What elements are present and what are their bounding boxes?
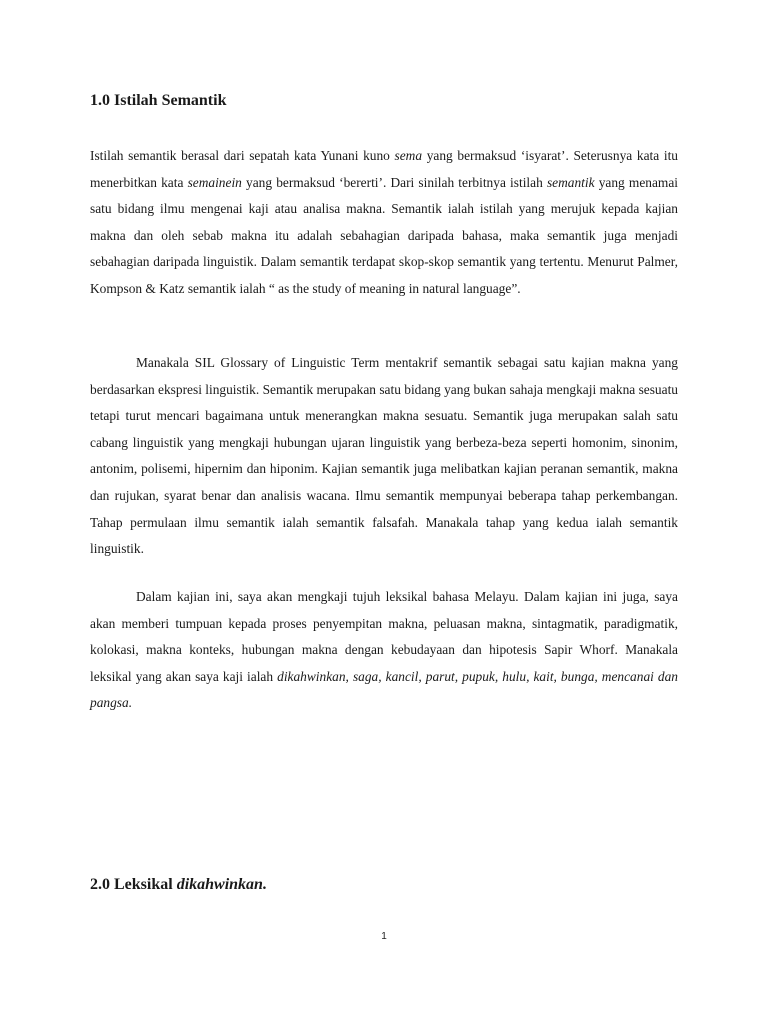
section-heading-1: 1.0 Istilah Semantik [90,92,227,109]
page-number: 1 [381,931,387,942]
p1-term-sema: sema [394,148,423,163]
p3-lexical-list: dikahwinkan, saga, kancil, parut, pupuk, hulu, kait, bunga, mencanai dan pangsa. [90,668,678,711]
paragraph-3 [90,584,678,717]
p1-text-2: yang bermaksud ‘isyarat’. Seterusnya kata itu menerbitkan kata [90,148,678,190]
p1-text-1: Istilah semantik berasal dari sepatah kata Yunani kuno [90,148,395,163]
section-heading-2-term: dikahwinkan. [176,876,267,893]
p1-term-semantik: semantik [546,174,595,190]
p1-text-3: yang bermaksud ‘bererti’. Dari sinilah terbitnya istilah [241,174,547,190]
section-heading-2-prefix: 2.0 Leksikal [90,876,177,893]
paragraph-1 [90,143,678,303]
p1-text-4: yang menamai satu bidang ilmu mengenai kaji atau analisa makna. Semantik ialah istilah yang merujuk kepada kajian makna dan oleh sebab makna itu adalah sebahagian daripada bahasa, maka semantik juga menjadi sebahagian daripada linguistik. Dalam semantik terdapat skop-skop semantik yang tertentu. Menurut Palmer, Kompson & Katz semantik ialah “ as the study of meaning in natural language”. [90,174,678,296]
section-heading-2 [90,876,267,894]
p1-term-semainein: semainein [187,174,242,190]
p3-text-1: Dalam kajian ini, saya akan mengkaji tujuh leksikal bahasa Melayu. Dalam kajian ini juga, saya akan memberi tumpuan kepada proses penyempitan makna, peluasan makna, sintagmatik, paradigmatik, kolokasi, makna konteks, hubungan makna dengan kebudayaan dan hipotesis Sapir Whorf. Manakala leksikal yang akan saya kaji ialah [90,589,678,684]
paragraph-2: Manakala SIL Glossary of Linguistic Term mentakrif semantik sebagai satu kajian makna yang berdasarkan ekspresi linguistik. Semantik merupakan satu bidang yang bukan sahaja mengkaji makna sesuatu tetapi turut mencari bagaimana untuk menerangkan makna sesuatu. Semantik juga merupakan salah satu cabang linguistik yang mengkaji hubungan ujaran linguistik yang berbeza-beza seperti homonim, sinonim, antonim, polisemi, hipernim dan hiponim. Kajian semantik juga melibatkan kajian peranan semantik, makna dan rujukan, syarat benar dan analisis wacana. Ilmu semantik mempunyai beberapa tahap perkembangan. Tahap permulaan ilmu semantik ialah semantik falsafah. Manakala tahap yang kedua ialah semantik linguistik. [90,355,678,557]
